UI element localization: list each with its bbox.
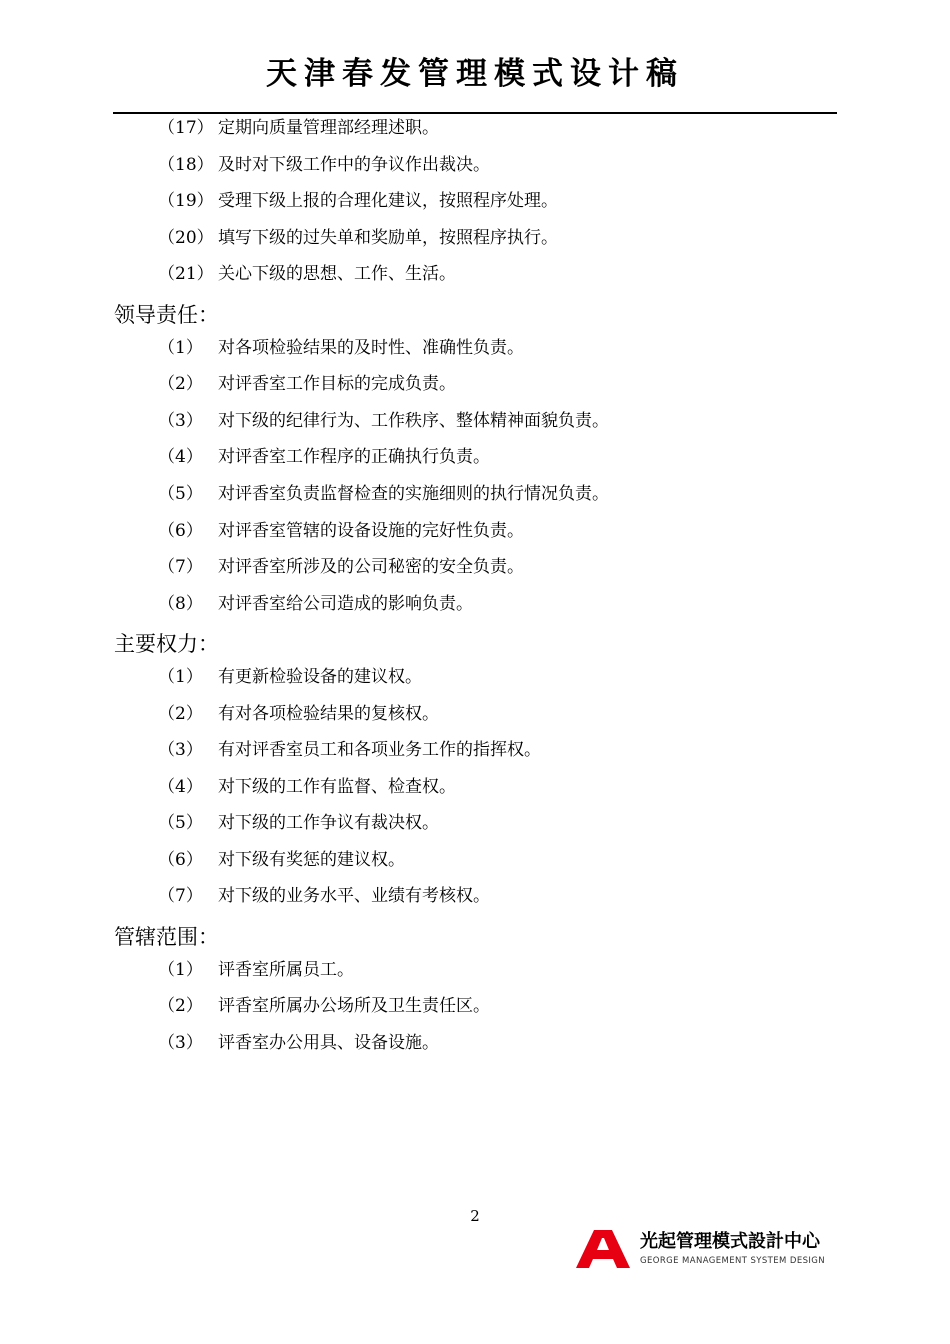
item-number: （3） <box>158 1032 203 1053</box>
item-text: 对下级的工作争议有裁决权。 <box>218 813 439 834</box>
item-text: 对评香室所涉及的公司秘密的安全负责。 <box>218 557 524 578</box>
item-text: 对评香室负责监督检查的实施细则的执行情况负责。 <box>218 483 609 504</box>
item-text: 及时对下级工作中的争议作出裁决。 <box>218 154 490 175</box>
item-text: 对下级的业务水平、业绩有考核权。 <box>218 886 490 907</box>
document-body <box>0 114 950 1065</box>
list-item <box>0 334 950 371</box>
item-number: （3） <box>158 410 203 431</box>
list-item <box>0 443 950 480</box>
item-number: （7） <box>158 557 203 578</box>
list-item <box>0 663 950 700</box>
item-number: （20） <box>158 227 214 248</box>
section-leadership-responsibility <box>0 297 950 626</box>
item-text: 关心下级的思想、工作、生活。 <box>218 264 456 285</box>
list-item <box>0 882 950 919</box>
list-item <box>0 700 950 737</box>
item-number: （21） <box>158 264 214 285</box>
item-text: 对评香室给公司造成的影响负责。 <box>218 593 473 614</box>
list-item <box>0 736 950 773</box>
item-text: 评香室所属办公场所及卫生责任区。 <box>218 996 490 1017</box>
item-number: （2） <box>158 374 203 395</box>
item-text: 对下级的工作有监督、检查权。 <box>218 776 456 797</box>
company-logo <box>574 1226 840 1272</box>
logo-chinese-name: 光起管理模式設計中心 <box>640 1231 820 1252</box>
list-item <box>0 846 950 883</box>
item-number: （6） <box>158 849 203 870</box>
list-item <box>0 260 950 297</box>
item-number: （6） <box>158 520 203 541</box>
section-heading: 主要权力： <box>114 632 219 657</box>
list-item <box>0 187 950 224</box>
list-item <box>0 773 950 810</box>
item-number: （3） <box>158 740 203 761</box>
item-number: （4） <box>158 447 203 468</box>
item-text: 对评香室工作目标的完成负责。 <box>218 374 456 395</box>
item-text: 有对各项检验结果的复核权。 <box>218 703 439 724</box>
list-item <box>0 1029 950 1066</box>
item-text: 对下级有奖惩的建议权。 <box>218 849 405 870</box>
item-text: 对评香室管辖的设备设施的完好性负责。 <box>218 520 524 541</box>
list-item <box>0 224 950 261</box>
item-number: （19） <box>158 191 214 212</box>
item-text: 有更新检验设备的建议权。 <box>218 666 422 687</box>
list-item <box>0 590 950 627</box>
section-scope-of-jurisdiction <box>0 919 950 1065</box>
list-item <box>0 480 950 517</box>
page-title: 天津春发管理模式设计稿 <box>266 56 684 92</box>
list-item <box>0 407 950 444</box>
item-text: 对各项检验结果的及时性、准确性负责。 <box>218 337 524 358</box>
item-text: 定期向质量管理部经理述职。 <box>218 118 439 138</box>
item-text: 有对评香室员工和各项业务工作的指挥权。 <box>218 740 541 761</box>
list-item <box>0 956 950 993</box>
item-text: 评香室办公用具、设备设施。 <box>218 1032 439 1053</box>
item-text: 评香室所属员工。 <box>218 959 354 980</box>
item-number: （4） <box>158 776 203 797</box>
item-text: 填写下级的过失单和奖励单，按照程序执行。 <box>218 227 558 248</box>
section-main-powers <box>0 626 950 919</box>
item-number: （2） <box>158 996 203 1017</box>
section-heading: 领导责任： <box>114 302 219 327</box>
item-number: （1） <box>158 666 203 687</box>
item-number: （7） <box>158 886 203 907</box>
list-item <box>0 370 950 407</box>
item-number: （2） <box>158 703 203 724</box>
list-item <box>0 517 950 554</box>
section-heading: 管辖范围： <box>114 925 219 950</box>
list-item <box>0 809 950 846</box>
item-number: （8） <box>158 593 203 614</box>
list-item <box>0 151 950 188</box>
item-text: 对评香室工作程序的正确执行负责。 <box>218 447 490 468</box>
item-number: （5） <box>158 483 203 504</box>
list-item <box>0 114 950 151</box>
item-number: （1） <box>158 959 203 980</box>
item-number: （1） <box>158 337 203 358</box>
logo-a-mark-icon <box>574 1228 632 1268</box>
item-text: 受理下级上报的合理化建议，按照程序处理。 <box>218 191 558 212</box>
item-number: （5） <box>158 813 203 834</box>
item-text: 对下级的纪律行为、工作秩序、整体精神面貌负责。 <box>218 410 609 431</box>
logo-english-name: GEORGE MANAGEMENT SYSTEM DESIGN <box>640 1256 826 1266</box>
duties-list <box>0 114 950 297</box>
item-number: （17） <box>158 118 214 138</box>
list-item <box>0 553 950 590</box>
page-number: 2 <box>470 1207 480 1225</box>
list-item <box>0 992 950 1029</box>
item-number: （18） <box>158 154 214 175</box>
